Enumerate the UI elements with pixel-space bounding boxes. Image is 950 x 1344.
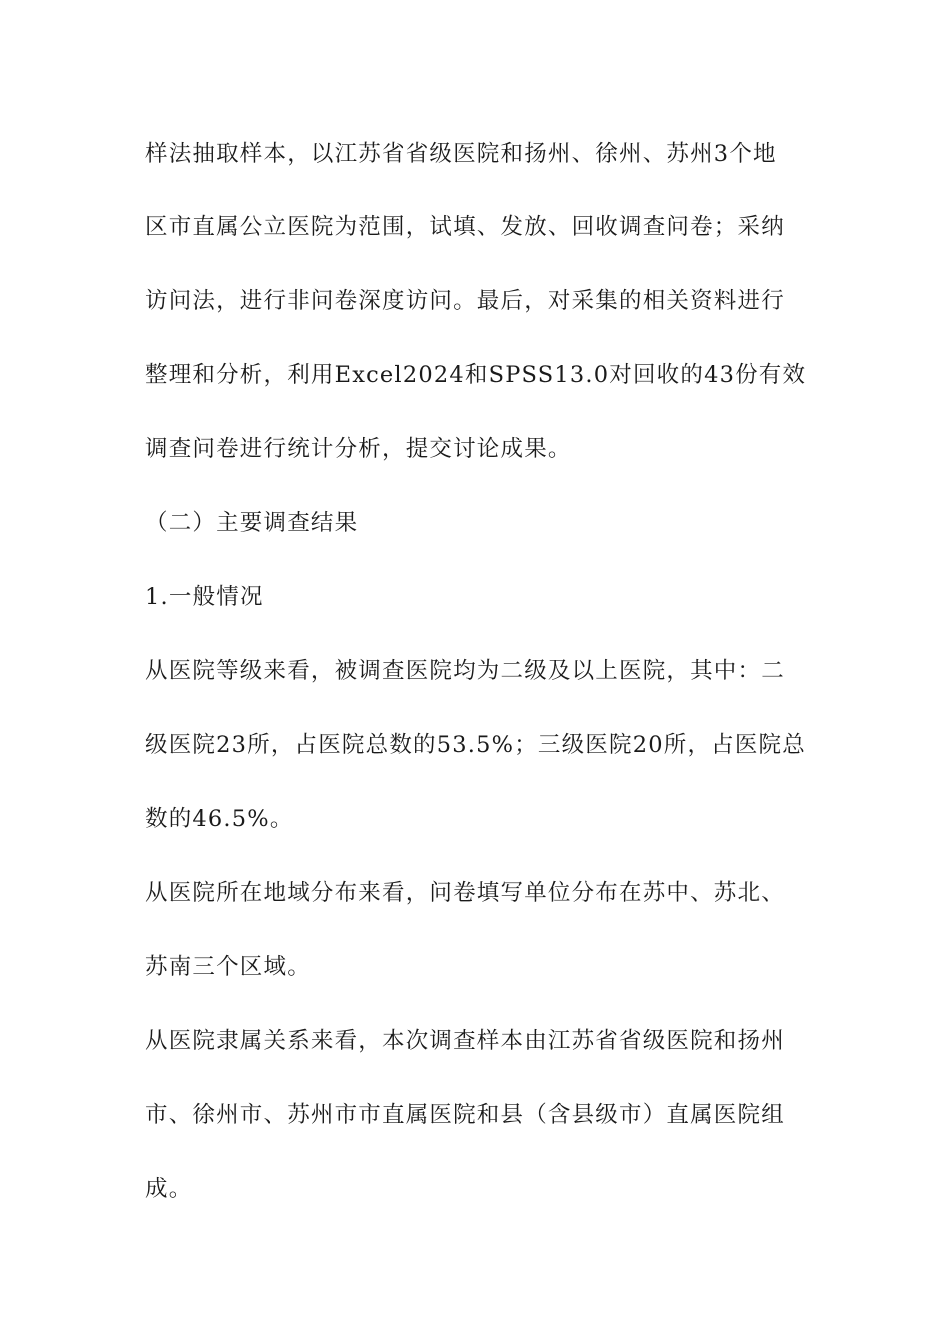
body-text-line: 数的46.5%。	[145, 806, 294, 832]
section-heading: （二）主要调查结果	[145, 510, 359, 536]
body-text-line: 级医院23所，占医院总数的53.5%；三级医院20所，占医院总	[145, 732, 806, 758]
body-text-line: 访问法，进行非问卷深度访问。最后，对采集的相关资料进行	[145, 288, 785, 314]
body-text-line: 市、徐州市、苏州市市直属医院和县（含县级市）直属医院组	[145, 1102, 785, 1128]
body-text-line: 样法抽取样本，以江苏省省级医院和扬州、徐州、苏州3个地	[145, 141, 777, 167]
body-text-line: 从医院等级来看，被调查医院均为二级及以上医院，其中：二	[145, 658, 785, 684]
body-text-line: 整理和分析，利用Excel2024和SPSS13.0对回收的43份有效	[145, 362, 807, 388]
body-text-line: 区市直属公立医院为范围，试填、发放、回收调查问卷；采纳	[145, 214, 785, 240]
body-text-line: 成。	[145, 1176, 193, 1202]
body-text-line: 从医院隶属关系来看，本次调查样本由江苏省省级医院和扬州	[145, 1028, 785, 1054]
subsection-heading: 1.一般情况	[145, 584, 264, 610]
body-text-line: 苏南三个区域。	[145, 954, 311, 980]
body-text-line: 从医院所在地域分布来看，问卷填写单位分布在苏中、苏北、	[145, 880, 785, 906]
body-text-line: 调查问卷进行统计分析，提交讨论成果。	[145, 436, 572, 462]
